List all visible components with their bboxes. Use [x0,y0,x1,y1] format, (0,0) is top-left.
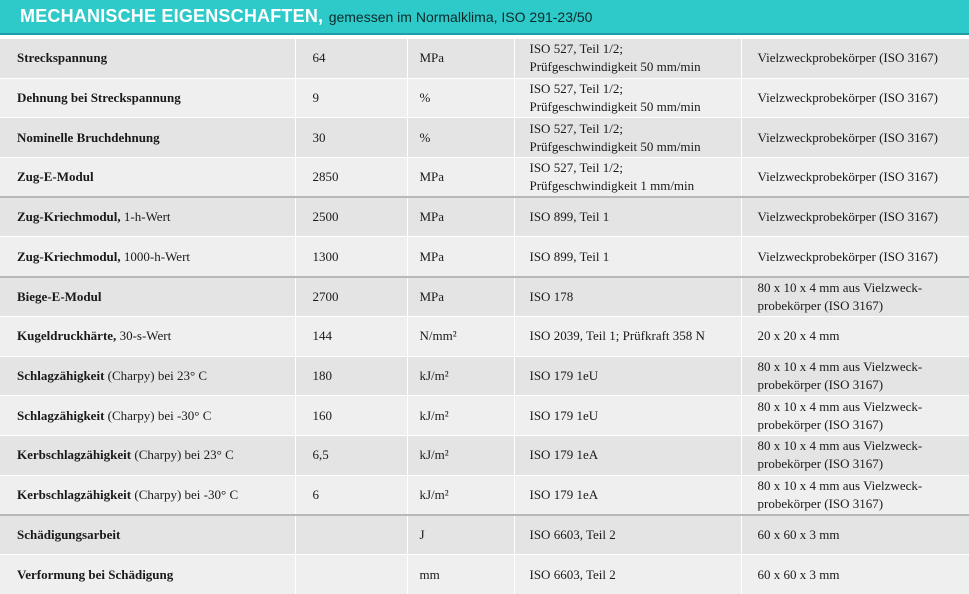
property-name: Dehnung bei Streckspannung [17,90,181,105]
property-value: 144 [313,328,333,343]
value-cell [295,396,407,436]
property-name-cell [0,356,295,396]
specimen-cell [741,435,969,475]
unit-cell [407,554,514,594]
specimen: Vielzweckprobekörper (ISO 3167) [758,49,969,67]
specimen-cell [741,197,969,237]
property-name: Zug-Kriechmodul, [17,249,121,264]
property-name: Streckspannung [17,50,107,65]
specimen: 80 x 10 x 4 mm aus Vielzweck- [758,398,969,416]
property-name-cell [0,316,295,356]
specimen-cell [741,475,969,515]
property-value: 6,5 [313,447,329,462]
value-cell [295,197,407,237]
value-cell [295,475,407,515]
specimen-cell [741,554,969,594]
specimen-cell [741,356,969,396]
properties-table-body [0,39,969,594]
test-method-detail: Prüfgeschwindigkeit 50 mm/min [530,58,741,76]
property-value: 2500 [313,209,339,224]
property-value: 2700 [313,289,339,304]
test-method: ISO 6603, Teil 2 [530,526,741,544]
method-cell [514,356,741,396]
specimen-detail: probekörper (ISO 3167) [758,376,969,394]
property-name: Schädigungsarbeit [17,527,120,542]
property-unit: MPa [420,169,445,184]
test-method: ISO 527, Teil 1/2; [530,80,741,98]
property-name: Biege-E-Modul [17,289,102,304]
section-subtitle: gemessen im Normalklima, ISO 291-23/50 [329,9,593,25]
specimen-cell [741,237,969,277]
unit-cell [407,197,514,237]
method-cell [514,158,741,198]
method-cell [514,118,741,158]
property-name-cell [0,515,295,555]
table-row [0,277,969,317]
property-unit: mm [420,567,440,582]
property-unit: MPa [420,249,445,264]
property-name: Nominelle Bruchdehnung [17,130,160,145]
property-unit: MPa [420,209,445,224]
test-method: ISO 179 1eA [530,486,741,504]
value-cell [295,277,407,317]
unit-cell [407,237,514,277]
specimen: Vielzweckprobekörper (ISO 3167) [758,89,969,107]
property-name: Verformung bei Schädigung [17,567,173,582]
property-unit: MPa [420,289,445,304]
properties-table [0,38,969,594]
value-cell [295,118,407,158]
section-header [0,0,969,35]
method-cell [514,475,741,515]
property-name-cell [0,396,295,436]
property-unit: N/mm² [420,328,457,343]
specimen: Vielzweckprobekörper (ISO 3167) [758,168,969,186]
property-qualifier: 1000-h-Wert [121,249,190,264]
specimen: 80 x 10 x 4 mm aus Vielzweck- [758,279,969,297]
test-method: ISO 527, Teil 1/2; [530,120,741,138]
property-name-cell [0,78,295,118]
property-qualifier: (Charpy) bei -30° C [131,487,238,502]
value-cell [295,158,407,198]
table-row [0,475,969,515]
property-qualifier: 30-s-Wert [116,328,171,343]
property-qualifier: (Charpy) bei -30° C [104,408,211,423]
value-cell [295,316,407,356]
test-method: ISO 178 [530,288,741,306]
test-method-detail: Prüfgeschwindigkeit 1 mm/min [530,177,741,195]
property-value: 160 [313,408,333,423]
table-row [0,554,969,594]
property-unit: kJ/m² [420,447,449,462]
property-name: Schlagzähigkeit [17,408,104,423]
property-name: Kerbschlagzähigkeit [17,487,131,502]
property-qualifier: (Charpy) bei 23° C [131,447,234,462]
property-name: Kerbschlagzähigkeit [17,447,131,462]
value-cell [295,356,407,396]
property-unit: kJ/m² [420,408,449,423]
unit-cell [407,396,514,436]
section-title: MECHANISCHE EIGENSCHAFTEN, [20,6,323,27]
test-method: ISO 6603, Teil 2 [530,566,741,584]
test-method: ISO 527, Teil 1/2; [530,159,741,177]
table-row [0,396,969,436]
property-name-cell [0,197,295,237]
unit-cell [407,515,514,555]
specimen-cell [741,277,969,317]
test-method: ISO 179 1eU [530,367,741,385]
property-name-cell [0,435,295,475]
specimen-detail: probekörper (ISO 3167) [758,495,969,513]
specimen: 80 x 10 x 4 mm aus Vielzweck- [758,437,969,455]
test-method: ISO 179 1eA [530,446,741,464]
table-row [0,118,969,158]
method-cell [514,237,741,277]
unit-cell [407,356,514,396]
table-row [0,78,969,118]
specimen: Vielzweckprobekörper (ISO 3167) [758,129,969,147]
specimen: 60 x 60 x 3 mm [758,566,969,584]
specimen: 80 x 10 x 4 mm aus Vielzweck- [758,477,969,495]
test-method: ISO 2039, Teil 1; Prüfkraft 358 N [530,327,741,345]
method-cell [514,554,741,594]
method-cell [514,515,741,555]
specimen-detail: probekörper (ISO 3167) [758,297,969,315]
property-unit: kJ/m² [420,368,449,383]
test-method: ISO 527, Teil 1/2; [530,40,741,58]
test-method-detail: Prüfgeschwindigkeit 50 mm/min [530,138,741,156]
table-row [0,515,969,555]
property-name: Schlagzähigkeit [17,368,104,383]
property-value: 2850 [313,169,339,184]
specimen-detail: probekörper (ISO 3167) [758,455,969,473]
property-name: Kugeldruckhärte, [17,328,116,343]
specimen-cell [741,396,969,436]
specimen-cell [741,316,969,356]
unit-cell [407,277,514,317]
table-row [0,197,969,237]
method-cell [514,396,741,436]
value-cell [295,78,407,118]
property-name-cell [0,118,295,158]
unit-cell [407,118,514,158]
specimen-cell [741,515,969,555]
specimen: 20 x 20 x 4 mm [758,327,969,345]
specimen-cell [741,158,969,198]
property-qualifier: (Charpy) bei 23° C [104,368,207,383]
method-cell [514,277,741,317]
method-cell [514,316,741,356]
specimen: 60 x 60 x 3 mm [758,526,969,544]
test-method: ISO 179 1eU [530,407,741,425]
property-unit: MPa [420,50,445,65]
property-unit: kJ/m² [420,487,449,502]
property-value: 6 [313,487,320,502]
specimen: Vielzweckprobekörper (ISO 3167) [758,248,969,266]
test-method: ISO 899, Teil 1 [530,248,741,266]
table-row [0,435,969,475]
property-name-cell [0,554,295,594]
test-method: ISO 899, Teil 1 [530,208,741,226]
property-value: 1300 [313,249,339,264]
property-name-cell [0,39,295,79]
property-name: Zug-E-Modul [17,169,94,184]
unit-cell [407,39,514,79]
table-row [0,356,969,396]
property-name-cell [0,158,295,198]
property-name-cell [0,277,295,317]
property-name-cell [0,237,295,277]
specimen: 80 x 10 x 4 mm aus Vielzweck- [758,358,969,376]
property-unit: J [420,527,425,542]
property-value: 64 [313,50,326,65]
property-value: 30 [313,130,326,145]
table-row [0,158,969,198]
value-cell [295,515,407,555]
property-qualifier: 1-h-Wert [121,209,171,224]
value-cell [295,554,407,594]
method-cell [514,435,741,475]
value-cell [295,435,407,475]
property-name: Zug-Kriechmodul, [17,209,121,224]
unit-cell [407,316,514,356]
specimen-cell [741,78,969,118]
property-unit: % [420,130,431,145]
method-cell [514,78,741,118]
property-name-cell [0,475,295,515]
unit-cell [407,435,514,475]
specimen-cell [741,39,969,79]
property-value: 180 [313,368,333,383]
value-cell [295,39,407,79]
value-cell [295,237,407,277]
specimen-detail: probekörper (ISO 3167) [758,416,969,434]
method-cell [514,39,741,79]
unit-cell [407,158,514,198]
property-value: 9 [313,90,320,105]
property-unit: % [420,90,431,105]
specimen-cell [741,118,969,158]
unit-cell [407,475,514,515]
table-row [0,237,969,277]
test-method-detail: Prüfgeschwindigkeit 50 mm/min [530,98,741,116]
unit-cell [407,78,514,118]
specimen: Vielzweckprobekörper (ISO 3167) [758,208,969,226]
table-row [0,39,969,79]
method-cell [514,197,741,237]
table-row [0,316,969,356]
